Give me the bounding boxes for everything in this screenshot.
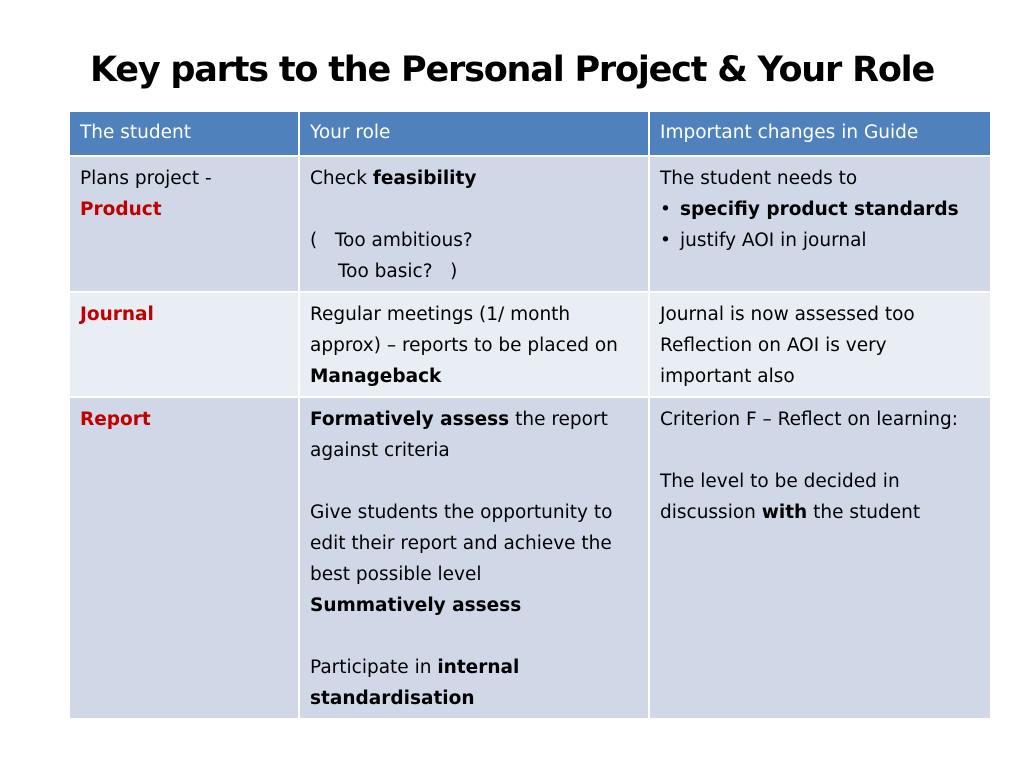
plans-project-text: Plans project -: [80, 168, 212, 189]
level-decided-para: [660, 466, 980, 528]
header-your-role: Your role: [299, 111, 649, 156]
check-feasibility-line: [310, 163, 638, 194]
manageback-text: Manageback: [310, 366, 442, 387]
feasibility-text: feasibility: [372, 168, 477, 189]
participate-para: [310, 652, 638, 714]
header-the-student: The student: [69, 111, 299, 156]
bullet-item: [660, 194, 980, 225]
cell-changes-journal: [649, 292, 991, 397]
slide-title: Key parts to the Personal Project & Your Role: [89, 50, 935, 90]
student-needs-text: The student needs to: [660, 168, 858, 189]
cell-student-product: [69, 156, 299, 292]
table-row-journal: [69, 292, 991, 397]
reflection-aoi-text: Reflection on AOI is very important also: [660, 335, 887, 387]
bullet-item: [660, 225, 980, 256]
against-criteria-text: the report against criteria: [310, 409, 608, 461]
product-label: Product: [80, 199, 162, 220]
bullet-product-standards: specifiy product standards: [680, 199, 959, 220]
participate-text: Participate in: [310, 657, 432, 678]
bullet-icon: •: [660, 230, 671, 251]
bullet-icon: •: [660, 199, 671, 220]
cell-role-journal: [299, 292, 649, 397]
the-student-text: the student: [813, 502, 921, 523]
table-row-report: [69, 397, 991, 719]
too-basic-text: Too basic? ): [338, 261, 458, 282]
cell-role-product: [299, 156, 649, 292]
with-text: with: [761, 502, 808, 523]
roles-table: [68, 110, 992, 720]
criterion-f-text: Criterion F – Reflect on learning:: [660, 409, 958, 430]
cell-student-journal: [69, 292, 299, 397]
report-label: Report: [80, 409, 151, 430]
too-ambitious-text: ( Too ambitious?: [310, 230, 473, 251]
cell-changes-report: [649, 397, 991, 719]
table-row-product: [69, 156, 991, 292]
journal-assessed-text: Journal is now assessed too: [660, 304, 915, 325]
cell-student-report: [69, 397, 299, 719]
check-text: Check: [310, 168, 367, 189]
meetings-text: Regular meetings (1/ month approx) – reports to be placed on: [310, 304, 618, 356]
internal-standardisation-text: internal standardisation: [310, 657, 520, 709]
header-important-changes: Important changes in Guide: [649, 111, 991, 156]
bullet-justify-aoi: justify AOI in journal: [680, 230, 867, 251]
give-students-text: Give students the opportunity to edit their report and achieve the best possible level: [310, 502, 613, 585]
cell-changes-product: [649, 156, 991, 292]
table-header-row: [69, 111, 991, 156]
level-decided-text: The level to be decided in discussion: [660, 471, 900, 523]
formatively-assess-para: [310, 404, 638, 466]
regular-meetings-text: [310, 299, 638, 392]
formatively-assess-text: Formatively assess: [310, 409, 510, 430]
cell-role-report: [299, 397, 649, 719]
summatively-assess-text: Summatively assess: [310, 595, 522, 616]
journal-label: Journal: [80, 304, 154, 325]
